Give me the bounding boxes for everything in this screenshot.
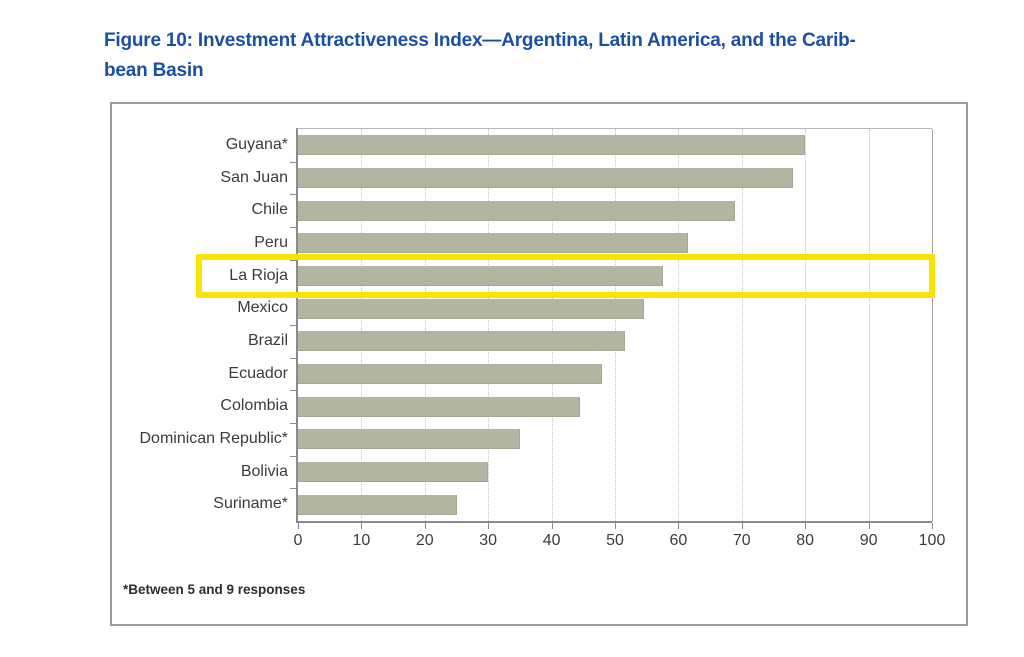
x-tick-label: 80 [796,532,815,549]
x-tick-label: 40 [542,532,561,549]
la-rioja-highlight-box [196,254,935,298]
y-axis-tick [290,423,296,424]
bar [298,364,602,384]
footnote: *Between 5 and 9 responses [123,582,306,597]
category-label: Mexico [237,299,288,317]
bar [298,168,793,188]
bar [298,135,805,155]
x-tick-label: 50 [606,532,624,549]
figure-title-line2: bean Basin [104,60,204,81]
category-label: Brazil [247,332,288,349]
x-tick-label: 0 [293,532,303,549]
plot-area [139,128,946,549]
x-axis-tick [361,523,362,529]
figure-title-line1: Figure 10: Investment Attractiveness Index—Argentina, Latin America, and the Carib- [104,30,856,51]
y-axis-tick [290,194,296,195]
x-tick-label: 90 [859,532,878,549]
category-label: Bolivia [240,462,288,480]
x-axis-tick [869,523,870,529]
category-label: Ecuador [228,364,288,382]
category-label: Dominican Republic* [139,430,288,447]
bar [298,299,644,319]
bar [298,331,625,351]
y-axis-tick [290,488,296,489]
x-axis-tick [932,523,933,529]
x-tick-label: 20 [415,532,434,549]
bar [298,233,688,253]
category-label: Guyana* [225,136,288,153]
x-axis-tick [678,523,679,529]
bar [298,495,457,515]
category-label: San Juan [220,168,288,186]
x-tick-label: 60 [669,532,688,549]
y-axis-tick [290,390,296,391]
figure-title [104,26,856,86]
bar [298,397,580,417]
y-axis-tick [290,358,296,359]
category-label: Chile [251,201,288,219]
bar [298,429,520,449]
x-tick-label: 10 [352,532,371,549]
x-axis-tick [425,523,426,529]
x-axis-tick [488,523,489,529]
gridline [805,129,806,521]
gridline [932,129,933,521]
x-axis-tick [742,523,743,529]
category-label: Peru [254,234,288,251]
x-axis-tick [805,523,806,529]
y-axis-tick [290,162,296,163]
x-axis-tick [615,523,616,529]
chart-container [110,102,968,626]
x-axis-tick [552,523,553,529]
x-tick-label: 100 [918,532,946,549]
bar [298,201,735,221]
x-tick-label: 70 [732,532,751,549]
x-axis-tick [298,523,299,529]
gridline [869,129,870,521]
category-label: Colombia [220,397,288,415]
y-axis-tick [290,227,296,228]
category-label: Suriname* [213,495,288,513]
category-label: La Rioja [229,266,288,284]
y-axis-tick [290,325,296,326]
x-tick-label: 30 [479,532,498,549]
y-axis-tick [290,456,296,457]
bar [298,462,488,482]
